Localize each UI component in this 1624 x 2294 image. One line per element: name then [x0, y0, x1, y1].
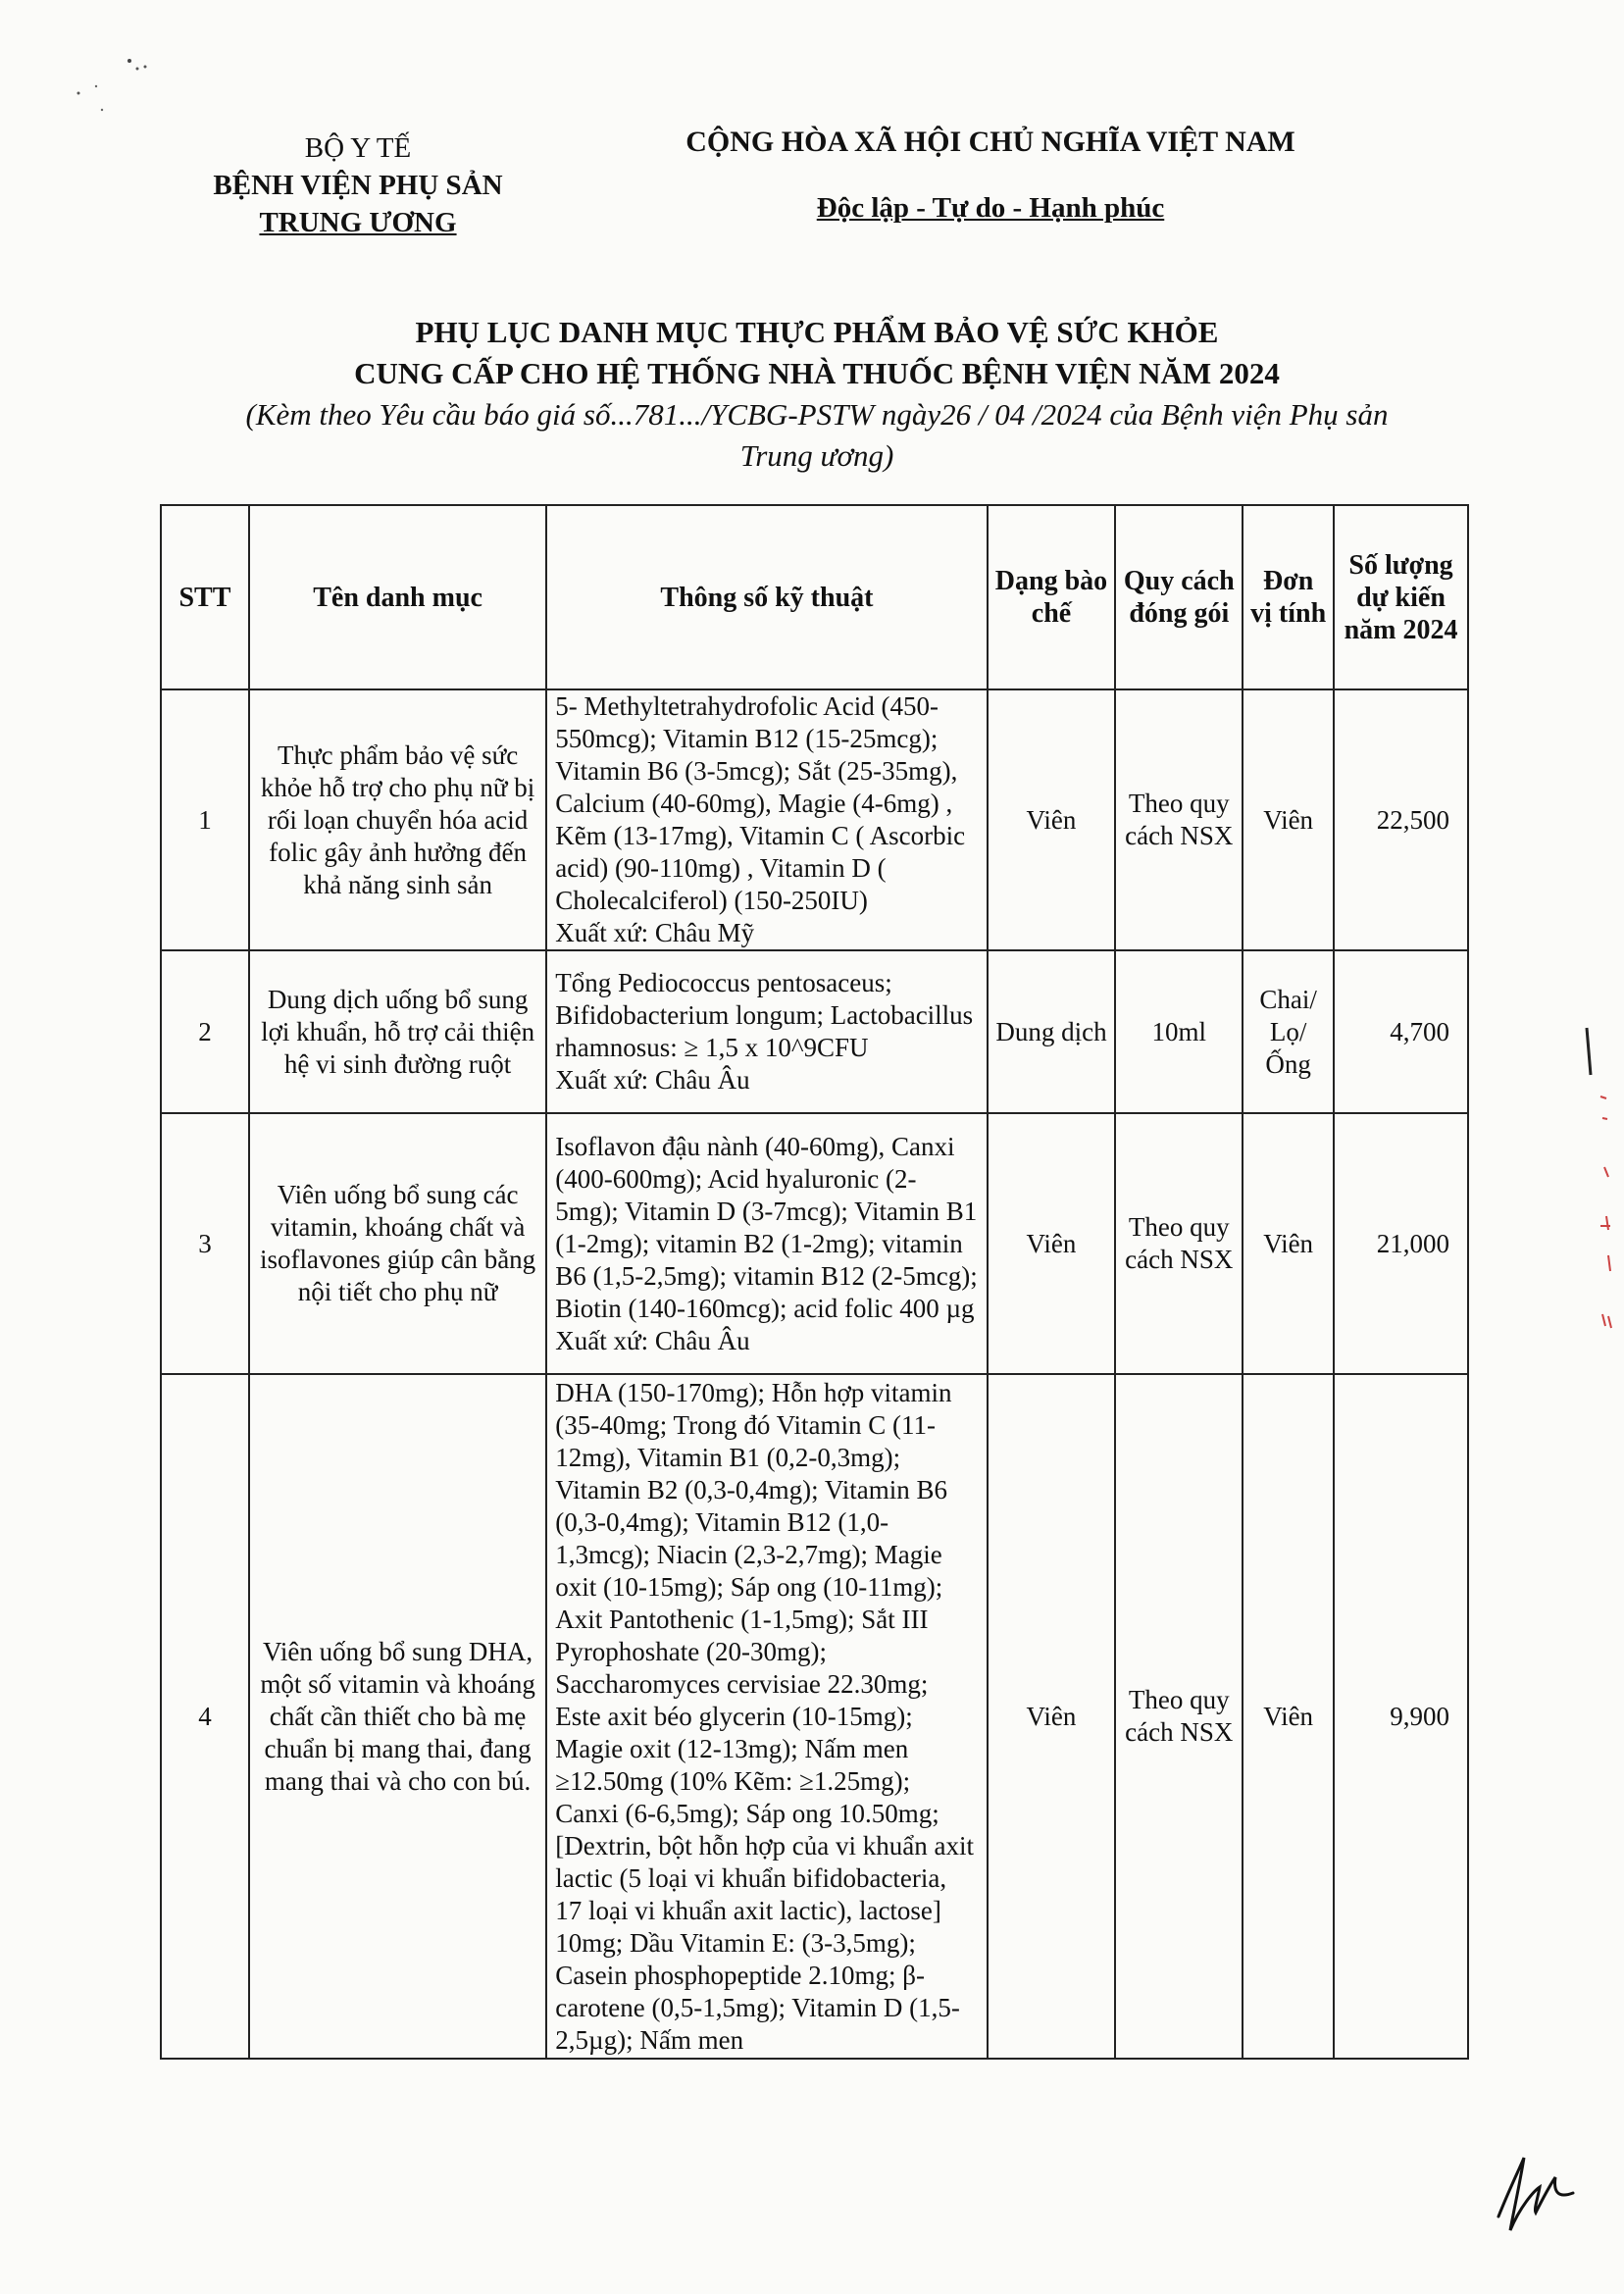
- row-form: Dung dịch: [988, 950, 1116, 1113]
- spec-ingredients: DHA (150-170mg); Hỗn hợp vitamin (35-40mg; Trong đó Vitamin C (11-12mg), Vitamin B1 (0,2-0,3mg); Vitamin B2 (0,3-0,4mg); Vitamin B6 (0,3-0,4mg); Vitamin B12 (1,0-1,3mcg); Niacin (2,3-2,7mg); Magie oxit (10-15mg); Sáp ong (10-11mg); Axit Pantothenic (1-1,5mg); Sắt III Pyrophoshate (20-30mg); Saccharomyces cervisiae 22.30mg; Este axit béo glycerin (10-15mg); Magie oxit (12-13mg); Nấm men ≥12.50mg (10% Kẽm: ≥1.25mg); Canxi (6-6,5mg); Sáp ong 10.50mg; [Dextrin, bột hỗn hợp của vi khuẩn axit lactic (5 loại vi khuẩn bifidobacteria, 17 loại vi khuẩn axit lactic), lactose] 10mg; Dầu Vitamin E: (3-3,5mg); Casein phosphopeptide 2.10mg; β-carotene (0,5-1,5mg); Vitamin D (1,5-2,5µg); Nấm men: [555, 1377, 974, 2055]
- subtitle-line1: (Kèm theo Yêu cầu báo giá số...781.../YCBG-PSTW ngày26 / 04 /2024 của Bệnh viện Phụ sản: [245, 397, 1389, 432]
- spec-origin: Xuất xứ: Châu Âu: [555, 1065, 750, 1095]
- row-spec: [546, 950, 987, 1113]
- row-spec: [546, 1374, 987, 2059]
- row-name: Thực phẩm bảo vệ sức khỏe hỗ trợ cho phụ nữ bị rối loạn chuyển hóa acid folic gây ảnh hưởng đến khả năng sinh sản: [249, 689, 546, 950]
- title-line2: CUNG CẤP CHO HỆ THỐNG NHÀ THUỐC BỆNH VIỆN NĂM 2024: [354, 356, 1280, 390]
- row-stt: 4: [161, 1374, 249, 2059]
- header-unit: Đơn vị tính: [1243, 505, 1334, 689]
- header-spec: Thông số kỹ thuật: [546, 505, 987, 689]
- row-unit: Chai/ Lọ/Ống: [1243, 950, 1334, 1113]
- scan-dust-icon: [59, 49, 177, 118]
- row-unit: Viên: [1243, 1113, 1334, 1374]
- national-motto: Độc lập - Tự do - Hạnh phúc: [816, 192, 1165, 224]
- table-row: [161, 689, 1468, 950]
- row-spec: [546, 689, 987, 950]
- table-row: [161, 950, 1468, 1113]
- row-stt: 3: [161, 1113, 249, 1374]
- row-unit: Viên: [1243, 1374, 1334, 2059]
- national-header: [647, 126, 1334, 225]
- subtitle-line2: Trung ương): [739, 438, 894, 473]
- header-pack: Quy cách đóng gói: [1115, 505, 1243, 689]
- title-line1: PHỤ LỤC DANH MỤC THỰC PHẨM BẢO VỆ SỨC KHỎE: [415, 315, 1219, 349]
- document-title: [147, 312, 1487, 394]
- spec-ingredients: 5- Methyltetrahydrofolic Acid (450-550mcg); Vitamin B12 (15-25mcg); Vitamin B6 (3-5mcg); Sắt (25-35mg), Calcium (40-60mg), Magie (4-6mg) , Kẽm (13-17mg), Vitamin C ( Ascorbic acid) (90-110mg) , Vitamin D ( Cholecalciferol) (150-250IU): [555, 691, 966, 915]
- header-qty: Số lượng dự kiến năm 2024: [1334, 505, 1468, 689]
- row-name: Viên uống bổ sung DHA, một số vitamin và khoáng chất cần thiết cho bà mẹ chuẩn bị mang thai, đang mang thai và cho con bú.: [249, 1374, 546, 2059]
- row-name: Dung dịch uống bổ sung lợi khuẩn, hỗ trợ cải thiện hệ vi sinh đường ruột: [249, 950, 546, 1113]
- table-header-row: [161, 505, 1468, 689]
- country-name: CỘNG HÒA XÃ HỘI CHỦ NGHĨA VIỆT NAM: [685, 126, 1295, 158]
- table-row: [161, 1374, 1468, 2059]
- hospital-name-line1: BỆNH VIỆN PHỤ SẢN: [213, 170, 503, 201]
- row-pack: Theo quy cách NSX: [1115, 1374, 1243, 2059]
- document-subtitle: [147, 394, 1487, 477]
- spec-origin: Xuất xứ: Châu Mỹ: [555, 918, 755, 947]
- row-pack: Theo quy cách NSX: [1115, 689, 1243, 950]
- row-stt: 1: [161, 689, 249, 950]
- row-pack: 10ml: [1115, 950, 1243, 1113]
- row-qty: 22,500: [1334, 689, 1468, 950]
- row-pack: Theo quy cách NSX: [1115, 1113, 1243, 1374]
- spec-ingredients: Tổng Pediococcus pentosaceus; Bifidobacterium longum; Lactobacillus rhamnosus: ≥ 1,5 x 10^9CFU: [555, 968, 974, 1062]
- row-form: Viên: [988, 1113, 1116, 1374]
- hospital-name-line2: TRUNG ƯƠNG: [259, 207, 457, 238]
- spec-origin: Xuất xứ: Châu Âu: [555, 1325, 750, 1355]
- row-qty: 4,700: [1334, 950, 1468, 1113]
- spec-ingredients: Isoflavon đậu nành (40-60mg), Canxi (400-600mg); Acid hyaluronic (2-5mg); Vitamin D (3-7mcg); Vitamin B1 (1-2mg); vitamin B2 (1-2mg); vitamin B6 (1,5-2,5mg); vitamin B12 (2-5mcg); Biotin (140-160mcg); acid folic 400 µg: [555, 1131, 978, 1323]
- row-stt: 2: [161, 950, 249, 1113]
- row-qty: 21,000: [1334, 1113, 1468, 1374]
- row-unit: Viên: [1243, 689, 1334, 950]
- ministry-name: BỘ Y TẾ: [304, 132, 412, 164]
- signature-icon: [1491, 2148, 1579, 2236]
- header-form: Dạng bào chế: [988, 505, 1116, 689]
- row-qty: 9,900: [1334, 1374, 1468, 2059]
- issuer-block: [186, 129, 530, 241]
- table-row: [161, 1113, 1468, 1374]
- product-table: [160, 504, 1469, 2060]
- row-form: Viên: [988, 1374, 1116, 2059]
- row-spec: [546, 1113, 987, 1374]
- header-stt: STT: [161, 505, 249, 689]
- row-name: Viên uống bổ sung các vitamin, khoáng chất và isoflavones giúp cân bằng nội tiết cho phụ nữ: [249, 1113, 546, 1374]
- header-name: Tên danh mục: [249, 505, 546, 689]
- margin-marks-icon: [1579, 1020, 1618, 1373]
- row-form: Viên: [988, 689, 1116, 950]
